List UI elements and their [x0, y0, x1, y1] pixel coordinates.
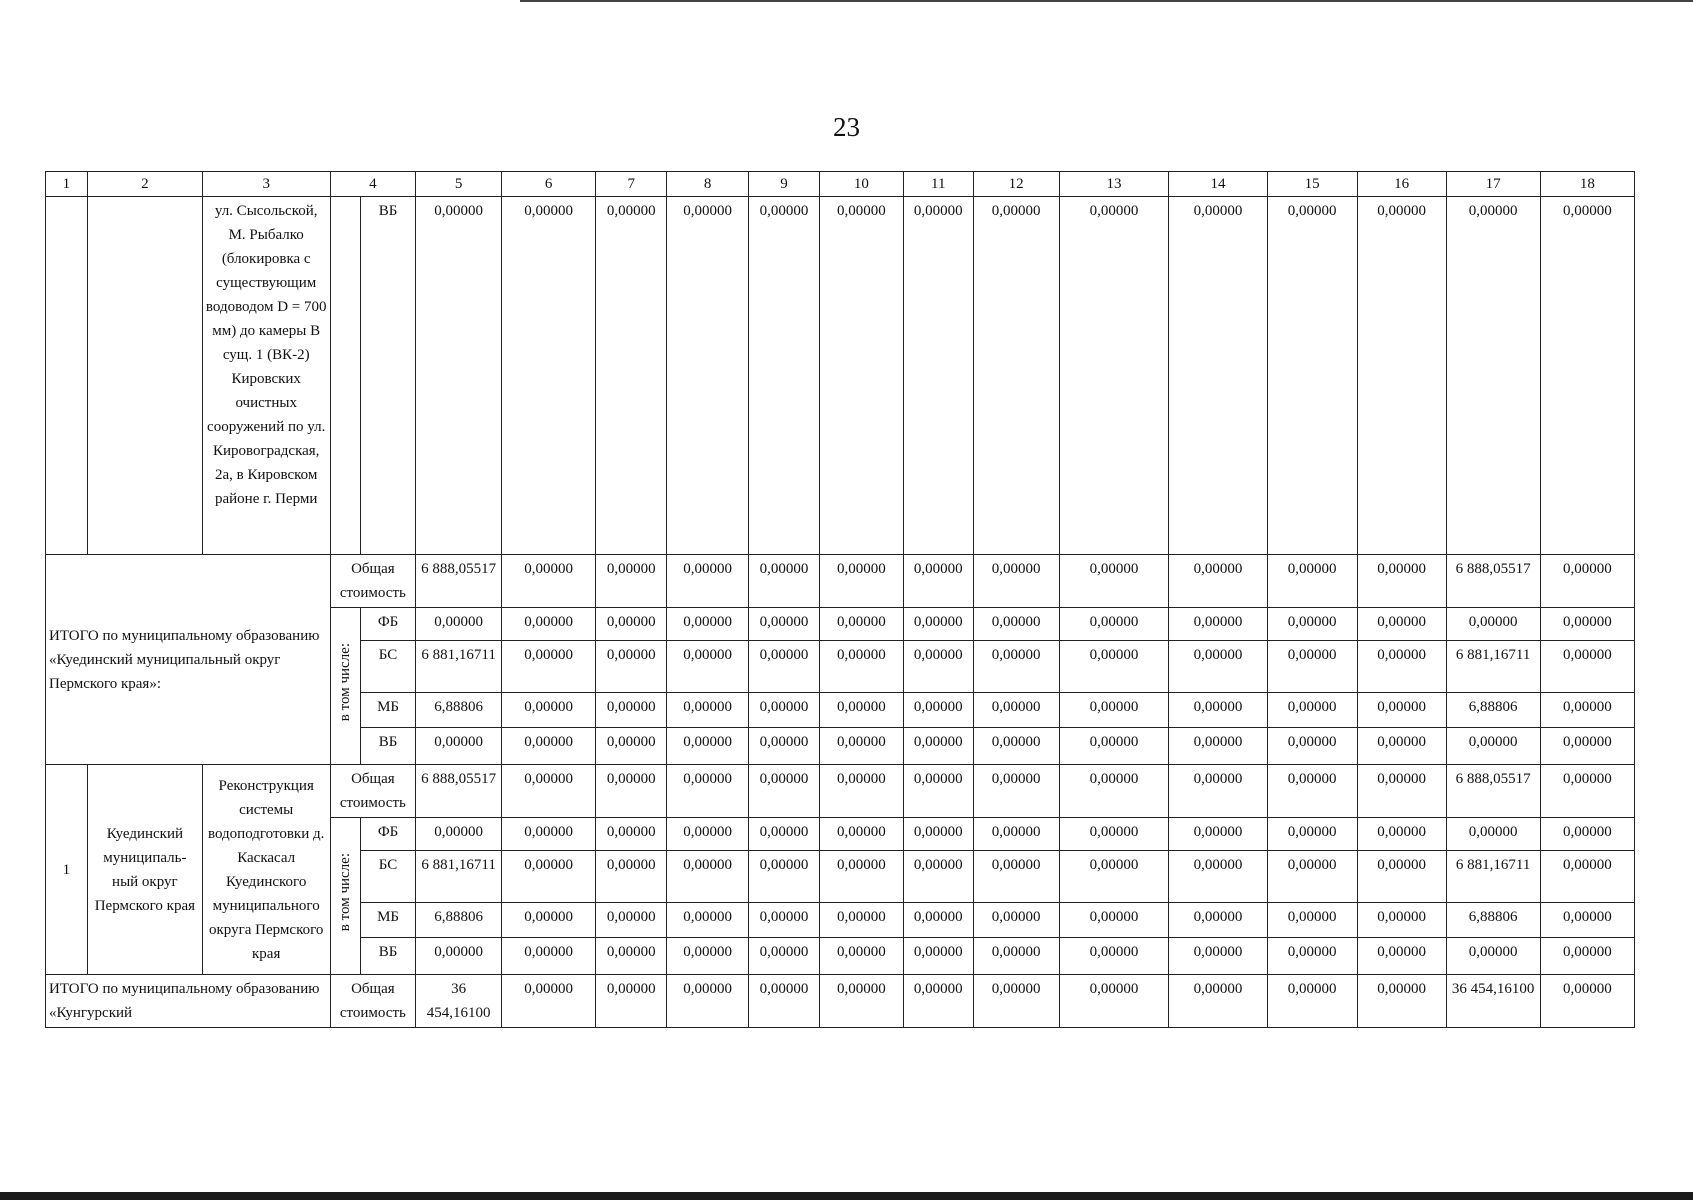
- col-header: 2: [87, 172, 202, 197]
- value-cell: 0,00000: [748, 851, 819, 903]
- value-cell: 0,00000: [1357, 555, 1446, 608]
- col-header: 4: [330, 172, 416, 197]
- value-cell: 0,00000: [973, 818, 1059, 851]
- fund-label-mb: МБ: [360, 693, 415, 728]
- value-cell: 0,00000: [903, 728, 973, 765]
- value-cell: 0,00000: [596, 197, 667, 555]
- value-cell: 0,00000: [1540, 693, 1634, 728]
- fund-label-fb: ФБ: [360, 818, 415, 851]
- value-cell: 0,00000: [1540, 555, 1634, 608]
- value-cell: 0,00000: [820, 975, 904, 1028]
- header-row: [46, 172, 1635, 197]
- value-cell: 0,00000: [1267, 693, 1357, 728]
- col-header: 17: [1446, 172, 1540, 197]
- value-cell: 0,00000: [820, 728, 904, 765]
- value-cell: 0,00000: [973, 197, 1059, 555]
- value-cell: 0,00000: [502, 608, 596, 641]
- value-cell: 0,00000: [820, 608, 904, 641]
- value-cell: 6,88806: [416, 903, 502, 938]
- value-cell: 0,00000: [1169, 938, 1267, 975]
- col-header: 10: [820, 172, 904, 197]
- value-cell: 0,00000: [1169, 555, 1267, 608]
- value-cell: 0,00000: [596, 608, 667, 641]
- value-cell: 0,00000: [596, 851, 667, 903]
- value-cell: 0,00000: [820, 555, 904, 608]
- value-cell: 0,00000: [1267, 903, 1357, 938]
- value-cell: 0,00000: [973, 608, 1059, 641]
- fund-label-mb: МБ: [360, 903, 415, 938]
- col-header: 11: [903, 172, 973, 197]
- value-cell: 6 881,16711: [1446, 641, 1540, 693]
- fund-label-fb: ФБ: [360, 608, 415, 641]
- value-cell: 0,00000: [667, 818, 749, 851]
- item-number: 1: [46, 765, 88, 975]
- value-cell: 0,00000: [748, 765, 819, 818]
- value-cell: 0,00000: [748, 903, 819, 938]
- value-cell: 0,00000: [903, 975, 973, 1028]
- total-cost-label: Общая стоимость: [330, 765, 416, 818]
- col-header: 14: [1169, 172, 1267, 197]
- value-cell: 0,00000: [502, 555, 596, 608]
- value-cell: 0,00000: [973, 765, 1059, 818]
- col-header: 8: [667, 172, 749, 197]
- value-cell: 0,00000: [1059, 975, 1169, 1028]
- value-cell: 0,00000: [1169, 197, 1267, 555]
- value-cell: 0,00000: [1540, 608, 1634, 641]
- value-cell: 0,00000: [667, 765, 749, 818]
- value-cell: 0,00000: [1267, 851, 1357, 903]
- value-cell: 0,00000: [416, 818, 502, 851]
- value-cell: 0,00000: [1357, 765, 1446, 818]
- value-cell: 0,00000: [667, 555, 749, 608]
- in-total-text: в том числе:: [337, 852, 354, 932]
- value-cell: 0,00000: [1267, 975, 1357, 1028]
- fund-label-vb: ВБ: [360, 728, 415, 765]
- value-cell: 0,00000: [1059, 903, 1169, 938]
- value-cell: 0,00000: [748, 197, 819, 555]
- value-cell: 0,00000: [596, 555, 667, 608]
- col-header: 18: [1540, 172, 1634, 197]
- col-header: 1: [46, 172, 88, 197]
- value-cell: 0,00000: [820, 938, 904, 975]
- value-cell: 0,00000: [1357, 728, 1446, 765]
- value-cell: 0,00000: [667, 693, 749, 728]
- col-header: 12: [973, 172, 1059, 197]
- value-cell: 6 888,05517: [1446, 765, 1540, 818]
- value-cell: 6 888,05517: [416, 765, 502, 818]
- value-cell: 0,00000: [416, 608, 502, 641]
- value-cell: 0,00000: [667, 641, 749, 693]
- value-cell: 0,00000: [1540, 938, 1634, 975]
- fund-label-bs: БС: [360, 851, 415, 903]
- value-cell: 0,00000: [1059, 197, 1169, 555]
- value-cell: 0,00000: [416, 197, 502, 555]
- value-cell: 0,00000: [1169, 641, 1267, 693]
- value-cell: 6,88806: [1446, 903, 1540, 938]
- value-cell: 36 454,16100: [1446, 975, 1540, 1028]
- value-cell: 0,00000: [748, 728, 819, 765]
- value-cell: 0,00000: [1059, 728, 1169, 765]
- value-cell: 36 454,16100: [416, 975, 502, 1028]
- total-cost-label: Общая стоимость: [330, 975, 416, 1028]
- fund-label-bs: БС: [360, 641, 415, 693]
- value-cell: 0,00000: [1446, 197, 1540, 555]
- col-header: 13: [1059, 172, 1169, 197]
- value-cell: 0,00000: [973, 641, 1059, 693]
- value-cell: 0,00000: [1059, 555, 1169, 608]
- value-cell: 0,00000: [748, 555, 819, 608]
- value-cell: 0,00000: [596, 938, 667, 975]
- value-cell: 6 888,05517: [1446, 555, 1540, 608]
- value-cell: 0,00000: [502, 728, 596, 765]
- value-cell: 0,00000: [820, 641, 904, 693]
- value-cell: 0,00000: [903, 197, 973, 555]
- value-cell: 0,00000: [820, 693, 904, 728]
- value-cell: 0,00000: [1169, 903, 1267, 938]
- value-cell: 0,00000: [1059, 693, 1169, 728]
- value-cell: 0,00000: [596, 903, 667, 938]
- table-row: [46, 975, 1635, 1028]
- value-cell: 0,00000: [903, 641, 973, 693]
- value-cell: 0,00000: [1540, 765, 1634, 818]
- value-cell: 0,00000: [1267, 641, 1357, 693]
- value-cell: 0,00000: [1169, 693, 1267, 728]
- value-cell: 0,00000: [667, 975, 749, 1028]
- value-cell: 0,00000: [1357, 693, 1446, 728]
- value-cell: 0,00000: [502, 818, 596, 851]
- value-cell: 0,00000: [903, 693, 973, 728]
- fund-label-vb: ВБ: [360, 938, 415, 975]
- value-cell: 0,00000: [748, 975, 819, 1028]
- value-cell: 0,00000: [903, 555, 973, 608]
- value-cell: 0,00000: [903, 608, 973, 641]
- page-number: 23: [833, 112, 860, 142]
- value-cell: 0,00000: [1540, 818, 1634, 851]
- value-cell: 0,00000: [1267, 608, 1357, 641]
- value-cell: 0,00000: [502, 975, 596, 1028]
- value-cell: 0,00000: [1059, 765, 1169, 818]
- in-total-vertical-label: [330, 818, 360, 975]
- value-cell: 0,00000: [973, 693, 1059, 728]
- object-name: Реконструкция системы водоподготовки д. Каскасал Куединского муниципального округа Пермского края: [202, 765, 330, 975]
- value-cell: 0,00000: [820, 765, 904, 818]
- value-cell: 6 888,05517: [416, 555, 502, 608]
- value-cell: 0,00000: [1540, 903, 1634, 938]
- value-cell: 0,00000: [502, 197, 596, 555]
- col-header: 5: [416, 172, 502, 197]
- value-cell: 0,00000: [596, 765, 667, 818]
- table-row: [46, 197, 1635, 555]
- value-cell: 0,00000: [416, 938, 502, 975]
- value-cell: 0,00000: [1446, 728, 1540, 765]
- value-cell: 0,00000: [973, 851, 1059, 903]
- value-cell: 0,00000: [1169, 608, 1267, 641]
- value-cell: 0,00000: [596, 728, 667, 765]
- value-cell: 0,00000: [502, 938, 596, 975]
- value-cell: 0,00000: [820, 851, 904, 903]
- value-cell: 0,00000: [1540, 728, 1634, 765]
- value-cell: 0,00000: [973, 975, 1059, 1028]
- value-cell: 0,00000: [1059, 818, 1169, 851]
- value-cell: 0,00000: [1357, 938, 1446, 975]
- value-cell: 0,00000: [1267, 818, 1357, 851]
- value-cell: 0,00000: [1169, 851, 1267, 903]
- value-cell: 0,00000: [973, 555, 1059, 608]
- value-cell: 0,00000: [1357, 903, 1446, 938]
- value-cell: 0,00000: [973, 728, 1059, 765]
- value-cell: 6 881,16711: [416, 641, 502, 693]
- value-cell: 0,00000: [502, 693, 596, 728]
- value-cell: 0,00000: [1267, 197, 1357, 555]
- col-header: 7: [596, 172, 667, 197]
- col-header: 16: [1357, 172, 1446, 197]
- value-cell: 0,00000: [903, 851, 973, 903]
- value-cell: 0,00000: [667, 728, 749, 765]
- value-cell: 6,88806: [416, 693, 502, 728]
- value-cell: 0,00000: [1059, 938, 1169, 975]
- value-cell: 0,00000: [820, 197, 904, 555]
- value-cell: 0,00000: [1357, 818, 1446, 851]
- value-cell: 0,00000: [1059, 851, 1169, 903]
- value-cell: 0,00000: [667, 608, 749, 641]
- value-cell: 0,00000: [416, 728, 502, 765]
- scan-edge-bottom: [0, 1192, 1693, 1200]
- value-cell: 0,00000: [1540, 851, 1634, 903]
- value-cell: 0,00000: [667, 851, 749, 903]
- value-cell: 0,00000: [596, 818, 667, 851]
- value-cell: 6 881,16711: [416, 851, 502, 903]
- value-cell: 0,00000: [1169, 765, 1267, 818]
- value-cell: 0,00000: [1357, 608, 1446, 641]
- value-cell: 0,00000: [820, 818, 904, 851]
- value-cell: 0,00000: [748, 818, 819, 851]
- value-cell: 0,00000: [502, 851, 596, 903]
- col-header: 15: [1267, 172, 1357, 197]
- value-cell: 0,00000: [1540, 641, 1634, 693]
- value-cell: 0,00000: [1169, 975, 1267, 1028]
- value-cell: 0,00000: [1357, 975, 1446, 1028]
- col-header: 6: [502, 172, 596, 197]
- value-cell: 0,00000: [1267, 728, 1357, 765]
- value-cell: 0,00000: [903, 903, 973, 938]
- value-cell: 0,00000: [973, 903, 1059, 938]
- value-cell: 0,00000: [1540, 975, 1634, 1028]
- municipality-name: Куединский муниципаль-ный округ Пермского края: [87, 765, 202, 975]
- value-cell: 0,00000: [596, 975, 667, 1028]
- col-header: 9: [748, 172, 819, 197]
- value-cell: 0,00000: [1446, 818, 1540, 851]
- value-cell: 0,00000: [1357, 851, 1446, 903]
- value-cell: 0,00000: [1059, 641, 1169, 693]
- value-cell: 0,00000: [502, 641, 596, 693]
- table-row: [46, 555, 1635, 608]
- value-cell: 0,00000: [667, 938, 749, 975]
- value-cell: 0,00000: [1169, 818, 1267, 851]
- table-row: [46, 765, 1635, 818]
- empty-cell: [330, 197, 360, 555]
- value-cell: 0,00000: [903, 765, 973, 818]
- value-cell: 0,00000: [667, 197, 749, 555]
- value-cell: 0,00000: [502, 765, 596, 818]
- value-cell: 0,00000: [596, 693, 667, 728]
- value-cell: 0,00000: [667, 903, 749, 938]
- value-cell: 0,00000: [748, 693, 819, 728]
- empty-cell: [87, 197, 202, 555]
- value-cell: 0,00000: [820, 903, 904, 938]
- value-cell: 0,00000: [502, 903, 596, 938]
- empty-cell: [46, 197, 88, 555]
- total-cost-label: Общая стоимость: [330, 555, 416, 608]
- itogo-title: ИТОГО по муниципальному образованию «Кунгурский: [46, 975, 331, 1028]
- value-cell: 0,00000: [1446, 938, 1540, 975]
- value-cell: 0,00000: [748, 608, 819, 641]
- fund-label-vb: ВБ: [360, 197, 415, 555]
- value-cell: 0,00000: [973, 938, 1059, 975]
- itogo-title: ИТОГО по муниципальному образованию «Куединский муниципальный округ Пермского края»:: [46, 555, 331, 765]
- value-cell: 0,00000: [748, 641, 819, 693]
- value-cell: 0,00000: [1267, 765, 1357, 818]
- budget-table: [45, 171, 1635, 1028]
- value-cell: 0,00000: [1357, 197, 1446, 555]
- value-cell: 6 881,16711: [1446, 851, 1540, 903]
- value-cell: 0,00000: [1357, 641, 1446, 693]
- value-cell: 0,00000: [1267, 938, 1357, 975]
- value-cell: 0,00000: [748, 938, 819, 975]
- col-header: 3: [202, 172, 330, 197]
- value-cell: 0,00000: [1540, 197, 1634, 555]
- in-total-text: в том числе:: [337, 642, 354, 722]
- value-cell: 0,00000: [903, 818, 973, 851]
- value-cell: 0,00000: [1267, 555, 1357, 608]
- value-cell: 0,00000: [1059, 608, 1169, 641]
- value-cell: 0,00000: [1169, 728, 1267, 765]
- value-cell: 6,88806: [1446, 693, 1540, 728]
- scan-edge-top: [520, 0, 1693, 2]
- value-cell: 0,00000: [596, 641, 667, 693]
- value-cell: 0,00000: [903, 938, 973, 975]
- value-cell: 0,00000: [1446, 608, 1540, 641]
- in-total-vertical-label: [330, 608, 360, 765]
- address-text: ул. Сысольской, М. Рыбалко (блокировка с существующим водоводом D = 700 мм) до камеры В сущ. 1 (ВК-2) Кировских очистных сооружений по ул. Кировоградская, 2а, в Кировском районе г. Перми: [202, 197, 330, 555]
